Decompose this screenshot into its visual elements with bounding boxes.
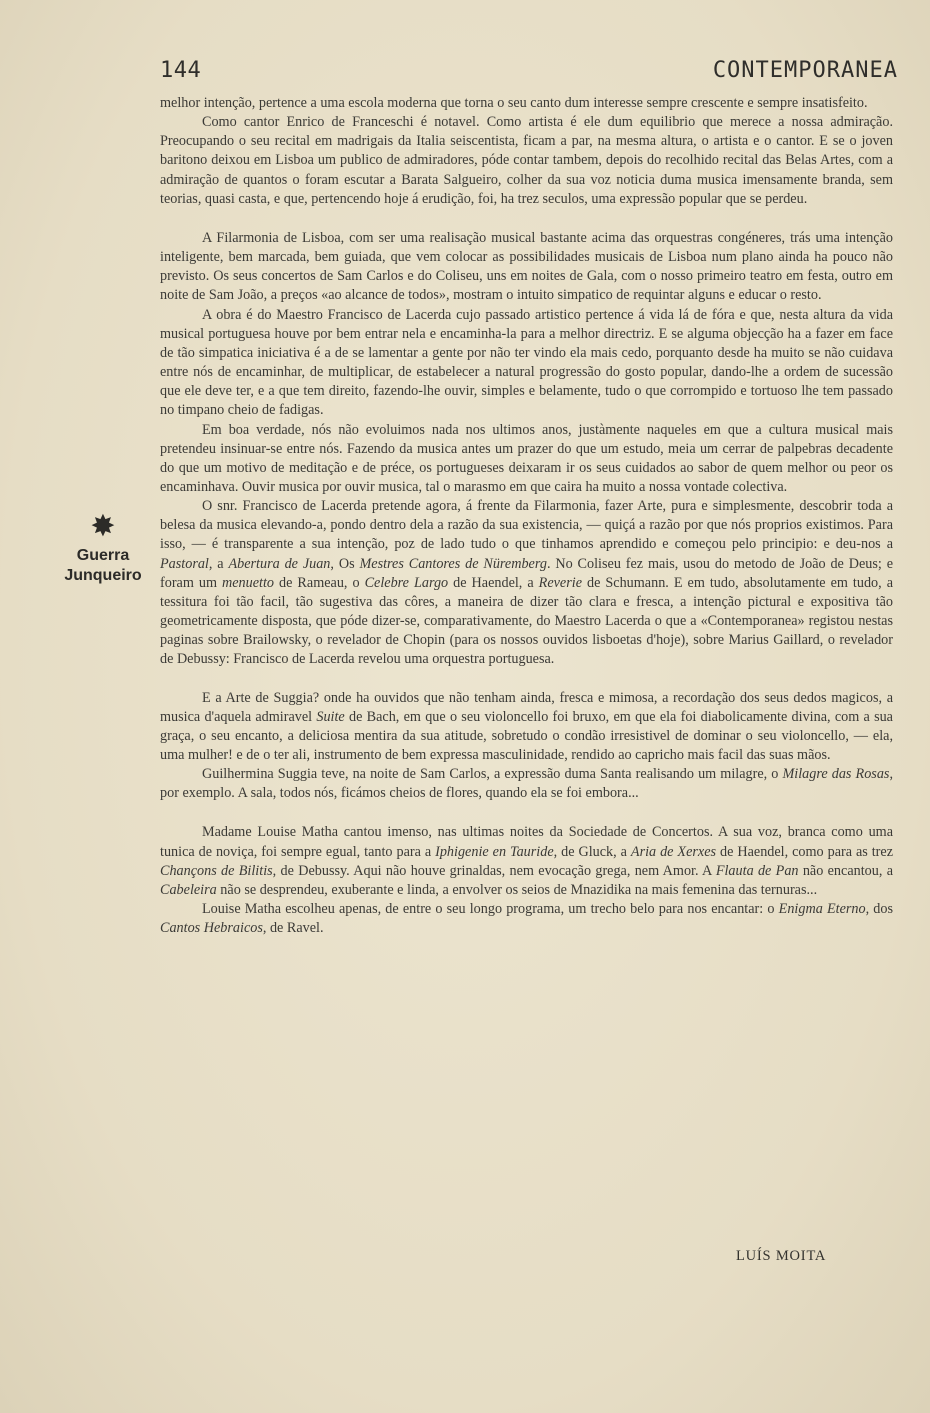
article-body xyxy=(160,94,893,938)
paragraph xyxy=(160,497,893,669)
margin-note-line-1: Guerra xyxy=(76,547,130,564)
paragraph: Como cantor Enrico de Franceschi é notavel. Como artista é ele dum equilibrio que merece a nossa admiração. Preocupando o seu recital em madrigais da Italia seiscentista, ficam a par, na mesma altura, o artista e o cantor. E se o joven baritono deixou em Lisboa um publico de admiradores, póde contar tambem, depois do recolhido recital das Belas Artes, com a admiração de quantos o foram escutar a Barata Salgueiro, colher da sua voz noticia duma musica imensamente branda, sem teorias, quasi casta, e que, pertencendo hoje á erudição, foi, ha trez seculos, uma expressão popular que se perdeu. xyxy=(160,114,893,207)
work-title: Pastoral xyxy=(160,555,209,572)
author-signature: LUÍS MOITA xyxy=(736,1248,827,1264)
paragraph xyxy=(160,823,893,900)
work-title: Abertura de Juan xyxy=(228,555,331,572)
text: não se desprendeu, exuberante e linda, a envolver os seios de Mnazidika na mais femenina das ternuras... xyxy=(216,881,818,898)
text: , por exemplo. A sala, todos nós, ficámos cheios de flores, quando ela se foi embora... xyxy=(160,766,893,802)
work-title: Flauta de Pan xyxy=(715,862,799,879)
work-title: Chançons de Bilitis xyxy=(160,862,273,879)
work-title: Cabeleira xyxy=(160,881,217,898)
text: , dos xyxy=(865,901,894,918)
paragraph: melhor intenção, pertence a uma escola moderna que torna o seu canto dum interesse sempre crescente e sempre insatisfeito. xyxy=(160,95,868,111)
text: de Bach, em que o seu violoncello foi bruxo, em que ela foi diabolicamente divina, com a sua graça, o seu encanto, a deliciosa mentira da sua atitude, sobretudo o condão irresistivel de dominar o seu violoncello, — ela, uma mulher! e de o ter ali, instrumento de bem expressa masculinidade, rendido ao capricho mais facil das suas mãos. xyxy=(160,708,893,763)
work-title: Enigma Eterno xyxy=(778,901,866,918)
paragraph: Em boa verdade, nós não evoluimos nada nos ultimos anos, justàmente naqueles em que a cultura musical mais pretendeu insinuar-se entre nós. Fazendo da musica antes um prazer do que um estudo, meia um cerrar de palpebras decadente do que um motivo de meditação e de préce, os portugueses deixaram ir os seus cuidados ao sabor de quem melhor ou peor os encaminhava. Ouvir musica por ouvir musica, tal o marasmo em que caira ha muito a nossa vontade colectiva. xyxy=(160,421,893,495)
page-header xyxy=(160,58,898,86)
text: E a Arte de Suggia? onde ha ouvidos que não tenham ainda, fresca e mimosa, a recordação dos seus dedos magicos, a musica d'aquela admiravel xyxy=(160,689,893,725)
paragraph xyxy=(160,900,893,938)
text: Madame Louise Matha cantou imenso, nas ultimas noites da Sociedade de Concertos. A sua voz, branca como uma tunica de noviça, foi sempre egual, tanto para a xyxy=(160,824,893,860)
text: de Haendel, como para as trez xyxy=(716,843,893,860)
page-number: 144 xyxy=(160,58,202,83)
text: , de Debussy. Aqui não houve grinaldas, nem evocação grega, nem Amor. A xyxy=(272,862,716,879)
text: não encantou, a xyxy=(798,862,893,879)
star-icon: ✸ xyxy=(90,510,116,543)
text: , de Ravel. xyxy=(262,920,324,937)
paragraph: A Filarmonia de Lisboa, com ser uma realisação musical bastante acima das orquestras congéneres, trás uma intenção inteligente, bem marcada, bem guiada, que vem colocar as possibilidades musicais de Lisboa num plano ainda ha pouco não previsto. Os seus concertos de Sam Carlos e do Coliseu, uns em noites de Gala, com o nosso primeiro teatro em festa, outro em noite de Sam João, a preços «ao alcance de todos», mostram o intuito simpatico de requintar alguns e educar o resto. xyxy=(160,229,893,304)
work-title: Celebre Largo xyxy=(364,574,449,591)
paragraph: A obra é do Maestro Francisco de Lacerda cujo passado artistico pertence á vida lá de fóra e que, nesta altura da vida musical portuguesa houve por bem entrar nela e encaminha-la para a melhor directriz. E se alguma objecção ha a fazer em face de tão simpatica iniciativa é a de se lamentar a gente por não ter vindo ela mais cedo, porquanto desde ha muito se não cuidava entre nós de encaminhar, de multiplicar, de estabelecer a natural progressão do gosto popular, dando-lhe a ordem de sucessão que ele deve ter, e a que tem direito, fazendo-lhe ouvir, simples e belamente, tudo o que corrompido e tortuoso lhe tem passado no timpano cheio de fadigas. xyxy=(160,306,893,419)
margin-note xyxy=(60,512,146,586)
text: de Schumann. E em tudo, absolutamente em tudo, a tessitura foi tão facil, tão sugestiva das côres, a maneira de dizer tão clara e fresca, a intenção pictural e expositiva tão geometricamente disposta, que póde dizer-se, comparativamente, do Maestro Lacerda o que a «Contemporanea» registou nestas paginas sobre Brailowsky, o revelador de Chopin (para os nossos ouvidos lisboetas d'hoje), sobre Marius Gaillard, o revelador de Debussy: Francisco de Lacerda revelou uma orquestra portuguesa. xyxy=(160,574,893,668)
text: Louise Matha escolheu apenas, de entre o seu longo programa, um trecho belo para nos encantar: o xyxy=(202,901,779,918)
text: Guilhermina Suggia teve, na noite de Sam Carlos, a expressão duma Santa realisando um milagre, o xyxy=(202,766,783,783)
text: , a xyxy=(208,555,229,572)
paragraph xyxy=(160,689,893,766)
work-title: Iphigenie en Tauride xyxy=(435,843,554,860)
work-title: Mestres Cantores de Nüremberg xyxy=(359,555,547,572)
text: . No Coliseu fez mais, usou do metodo de João de Deus; e foram um xyxy=(160,555,893,591)
work-title: Cantos Hebraicos xyxy=(160,920,263,937)
text: de Haendel, a xyxy=(448,574,539,591)
work-title: Reverie xyxy=(538,574,582,591)
text: , Os xyxy=(330,555,360,572)
journal-title: CONTEMPORANEA xyxy=(712,58,898,83)
margin-note-line-2: Junqueiro xyxy=(64,567,142,584)
text: O snr. Francisco de Lacerda pretende agora, á frente da Filarmonia, fazer Arte, pura e simplesmente, descobrir toda a belesa da musica elevando-a, pondo dentro dela a razão da sua existencia, — quiçá a razão por que nós proprios existimos. Para isso, — é transparente a sua intenção, poz de lado tudo o que tinhamos aprendido e começou pelo principio: e deu-nos a xyxy=(160,498,893,553)
work-title: Suite xyxy=(316,708,345,725)
text: de Rameau, o xyxy=(274,574,365,591)
work-title: Milagre das Rosas xyxy=(782,766,890,783)
text: , de Gluck, a xyxy=(553,843,631,860)
work-title: Aria de Xerxes xyxy=(630,843,717,860)
paragraph xyxy=(160,765,893,803)
work-title: menuetto xyxy=(222,574,275,591)
